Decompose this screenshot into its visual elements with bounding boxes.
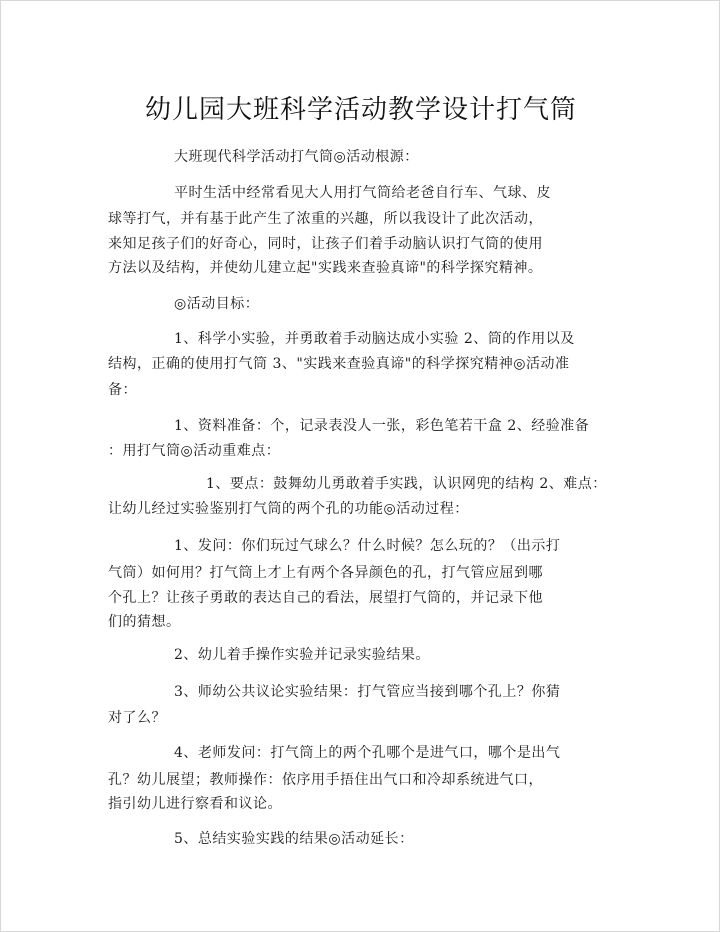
- text-line: 孔？幼儿展望；教师操作：依序用手捂住出气口和冷却系统进气口，: [108, 772, 543, 788]
- text-line: 个孔上？让孩子勇敢的表达自己的看法，展望打气筒的，并记录下他: [108, 590, 543, 606]
- text-line: 3、师幼公共议论实验结果：打气管应当接到哪个孔上？你猜: [174, 684, 561, 700]
- text-line: 1、发问：你们玩过气球么？什么时候？怎么玩的？（出示打: [174, 538, 561, 554]
- text-line: 们的猜想。: [108, 614, 181, 630]
- text-line: 指引幼儿进行察看和议论。: [108, 796, 282, 812]
- text-line: 2、幼儿着手操作实验并记录实验结果。: [174, 647, 430, 663]
- text-line: 球等打气，并有基于此产生了浓重的兴趣，所以我设计了此次活动，: [108, 211, 543, 227]
- text-line: 结构，正确的使用打气筒 3、"实践来查验真谛"的科学探究精神◎活动准: [108, 356, 570, 372]
- text-line: 来知足孩子们的好奇心，同时，让孩子们着手动脑认识打气筒的使用: [108, 236, 543, 252]
- text-line: 1、资料准备：个，记录表没人一张，彩色笔若干盒 2、经验准备: [174, 418, 590, 434]
- text-line: 备：: [108, 382, 137, 398]
- text-line: 5、总结实验实践的结果◎活动延长：: [174, 831, 414, 847]
- text-line: 平时生活中经常看见大人用打气筒给老爸自行车、气球、皮: [174, 185, 551, 201]
- text-line: 气筒）如何用？打气筒上才上有两个各异颜色的孔，打气管应屈到哪: [108, 565, 543, 581]
- text-line: 让幼儿经过实验鉴别打气筒的两个孔的功能◎活动过程：: [108, 501, 469, 517]
- text-line: 对了么？: [108, 710, 166, 726]
- text-line: 1、科学小实验，并勇敢着手动脑达成小实验 2、筒的作用以及: [174, 331, 575, 347]
- text-line: 1、要点：鼓舞幼儿勇敢着手实践，认识网兜的结构 2、难点：: [206, 476, 607, 492]
- text-line: 方法以及结构，并使幼儿建立起"实践来查验真谛"的科学探究精神。: [108, 260, 543, 276]
- text-line: ：用打气筒◎活动重难点：: [108, 443, 281, 459]
- text-line: 大班现代科学活动打气筒◎活动根源：: [174, 149, 419, 165]
- text-line: 4、老师发问：打气筒上的两个孔哪个是进气口，哪个是出气: [174, 745, 561, 761]
- page-title: 幼儿园大班科学活动教学设计打气筒: [144, 95, 577, 125]
- section-heading: ◎活动目标：: [174, 296, 260, 312]
